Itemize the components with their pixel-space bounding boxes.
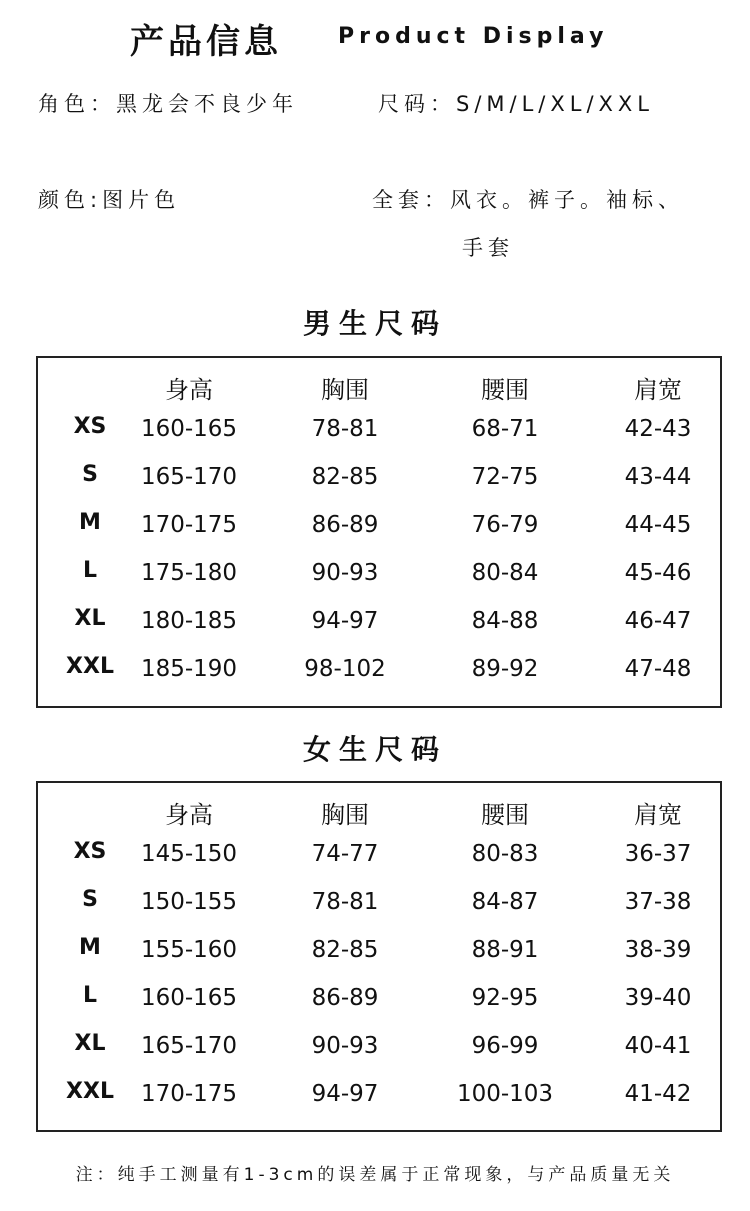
size-label: S: [82, 887, 98, 912]
female-size-table: [36, 781, 722, 1132]
table-cell: 84-88: [471, 608, 539, 634]
column-header: 胸围: [321, 376, 369, 404]
table-cell: 72-75: [471, 464, 539, 490]
table-cell: 68-71: [471, 416, 539, 442]
column-header: 肩宽: [634, 801, 682, 829]
table-cell: 82-85: [311, 464, 379, 490]
table-cell: 82-85: [311, 937, 379, 963]
size-label: XS: [73, 839, 107, 864]
measurement-note: 注：纯手工测量有1-3cm的误差属于正常现象，与产品质量无关: [75, 1165, 675, 1185]
page-subtitle: Product Display: [338, 24, 609, 49]
size-label: XL: [74, 1031, 106, 1056]
column-header: 身高: [165, 376, 213, 404]
table-cell: 78-81: [311, 889, 379, 915]
table-cell: 80-83: [471, 841, 539, 867]
table-cell: 155-160: [140, 937, 238, 963]
size-label: XL: [74, 606, 106, 631]
table-cell: 78-81: [311, 416, 379, 442]
table-cell: 86-89: [311, 512, 379, 538]
table-cell: 42-43: [624, 416, 692, 442]
table-cell: 96-99: [471, 1033, 539, 1059]
table-cell: 160-165: [140, 985, 238, 1011]
table-cell: 44-45: [624, 512, 692, 538]
table-cell: 37-38: [624, 889, 692, 915]
set-info-line2: 手套: [462, 236, 514, 260]
table-cell: 94-97: [311, 1081, 379, 1107]
column-header: 肩宽: [634, 376, 682, 404]
table-cell: 40-41: [624, 1033, 692, 1059]
table-cell: 92-95: [471, 985, 539, 1011]
table-cell: 86-89: [311, 985, 379, 1011]
table-cell: 43-44: [624, 464, 692, 490]
table-cell: 165-170: [140, 464, 238, 490]
table-cell: 88-91: [471, 937, 539, 963]
column-header: 身高: [165, 801, 213, 829]
table-cell: 170-175: [140, 512, 238, 538]
column-header: 胸围: [321, 801, 369, 829]
table-cell: 98-102: [304, 656, 386, 682]
table-cell: 185-190: [140, 656, 238, 682]
table-cell: 80-84: [471, 560, 539, 586]
role-info: 角色：黑龙会不良少年: [38, 92, 298, 116]
table-cell: 160-165: [140, 416, 238, 442]
male-size-table: [36, 356, 722, 708]
size-label: S: [82, 462, 98, 487]
table-cell: 170-175: [140, 1081, 238, 1107]
table-cell: 41-42: [624, 1081, 692, 1107]
table-cell: 90-93: [311, 560, 379, 586]
column-header: 腰围: [481, 376, 529, 404]
table-cell: 89-92: [471, 656, 539, 682]
table-cell: 46-47: [624, 608, 692, 634]
table-cell: 90-93: [311, 1033, 379, 1059]
table-cell: 150-155: [140, 889, 238, 915]
size-label: M: [79, 510, 101, 535]
color-info: 颜色:图片色: [38, 188, 181, 212]
size-info: 尺码：S/M/L/XL/XXL: [378, 92, 655, 116]
table-cell: 94-97: [311, 608, 379, 634]
table-cell: 165-170: [140, 1033, 238, 1059]
table-cell: 145-150: [140, 841, 238, 867]
table-cell: 175-180: [140, 560, 238, 586]
table-cell: 76-79: [471, 512, 539, 538]
table-cell: 39-40: [624, 985, 692, 1011]
table-cell: 45-46: [624, 560, 692, 586]
table-cell: 36-37: [624, 841, 692, 867]
size-label: XS: [73, 414, 107, 439]
size-label: L: [82, 558, 98, 583]
female-size-title: 女生尺码: [302, 733, 447, 766]
table-cell: 84-87: [471, 889, 539, 915]
table-cell: 47-48: [624, 656, 692, 682]
size-label: M: [79, 935, 101, 960]
table-cell: 38-39: [624, 937, 692, 963]
size-label: XXL: [66, 1079, 114, 1104]
size-label: L: [82, 983, 98, 1008]
set-info-line1: 全套：风衣。裤子。袖标、: [372, 188, 684, 212]
table-cell: 74-77: [311, 841, 379, 867]
size-label: XXL: [66, 654, 114, 679]
page-title: 产品信息: [130, 22, 282, 62]
table-cell: 180-185: [140, 608, 238, 634]
column-header: 腰围: [481, 801, 529, 829]
table-cell: 100-103: [456, 1081, 554, 1107]
male-size-title: 男生尺码: [302, 307, 447, 340]
